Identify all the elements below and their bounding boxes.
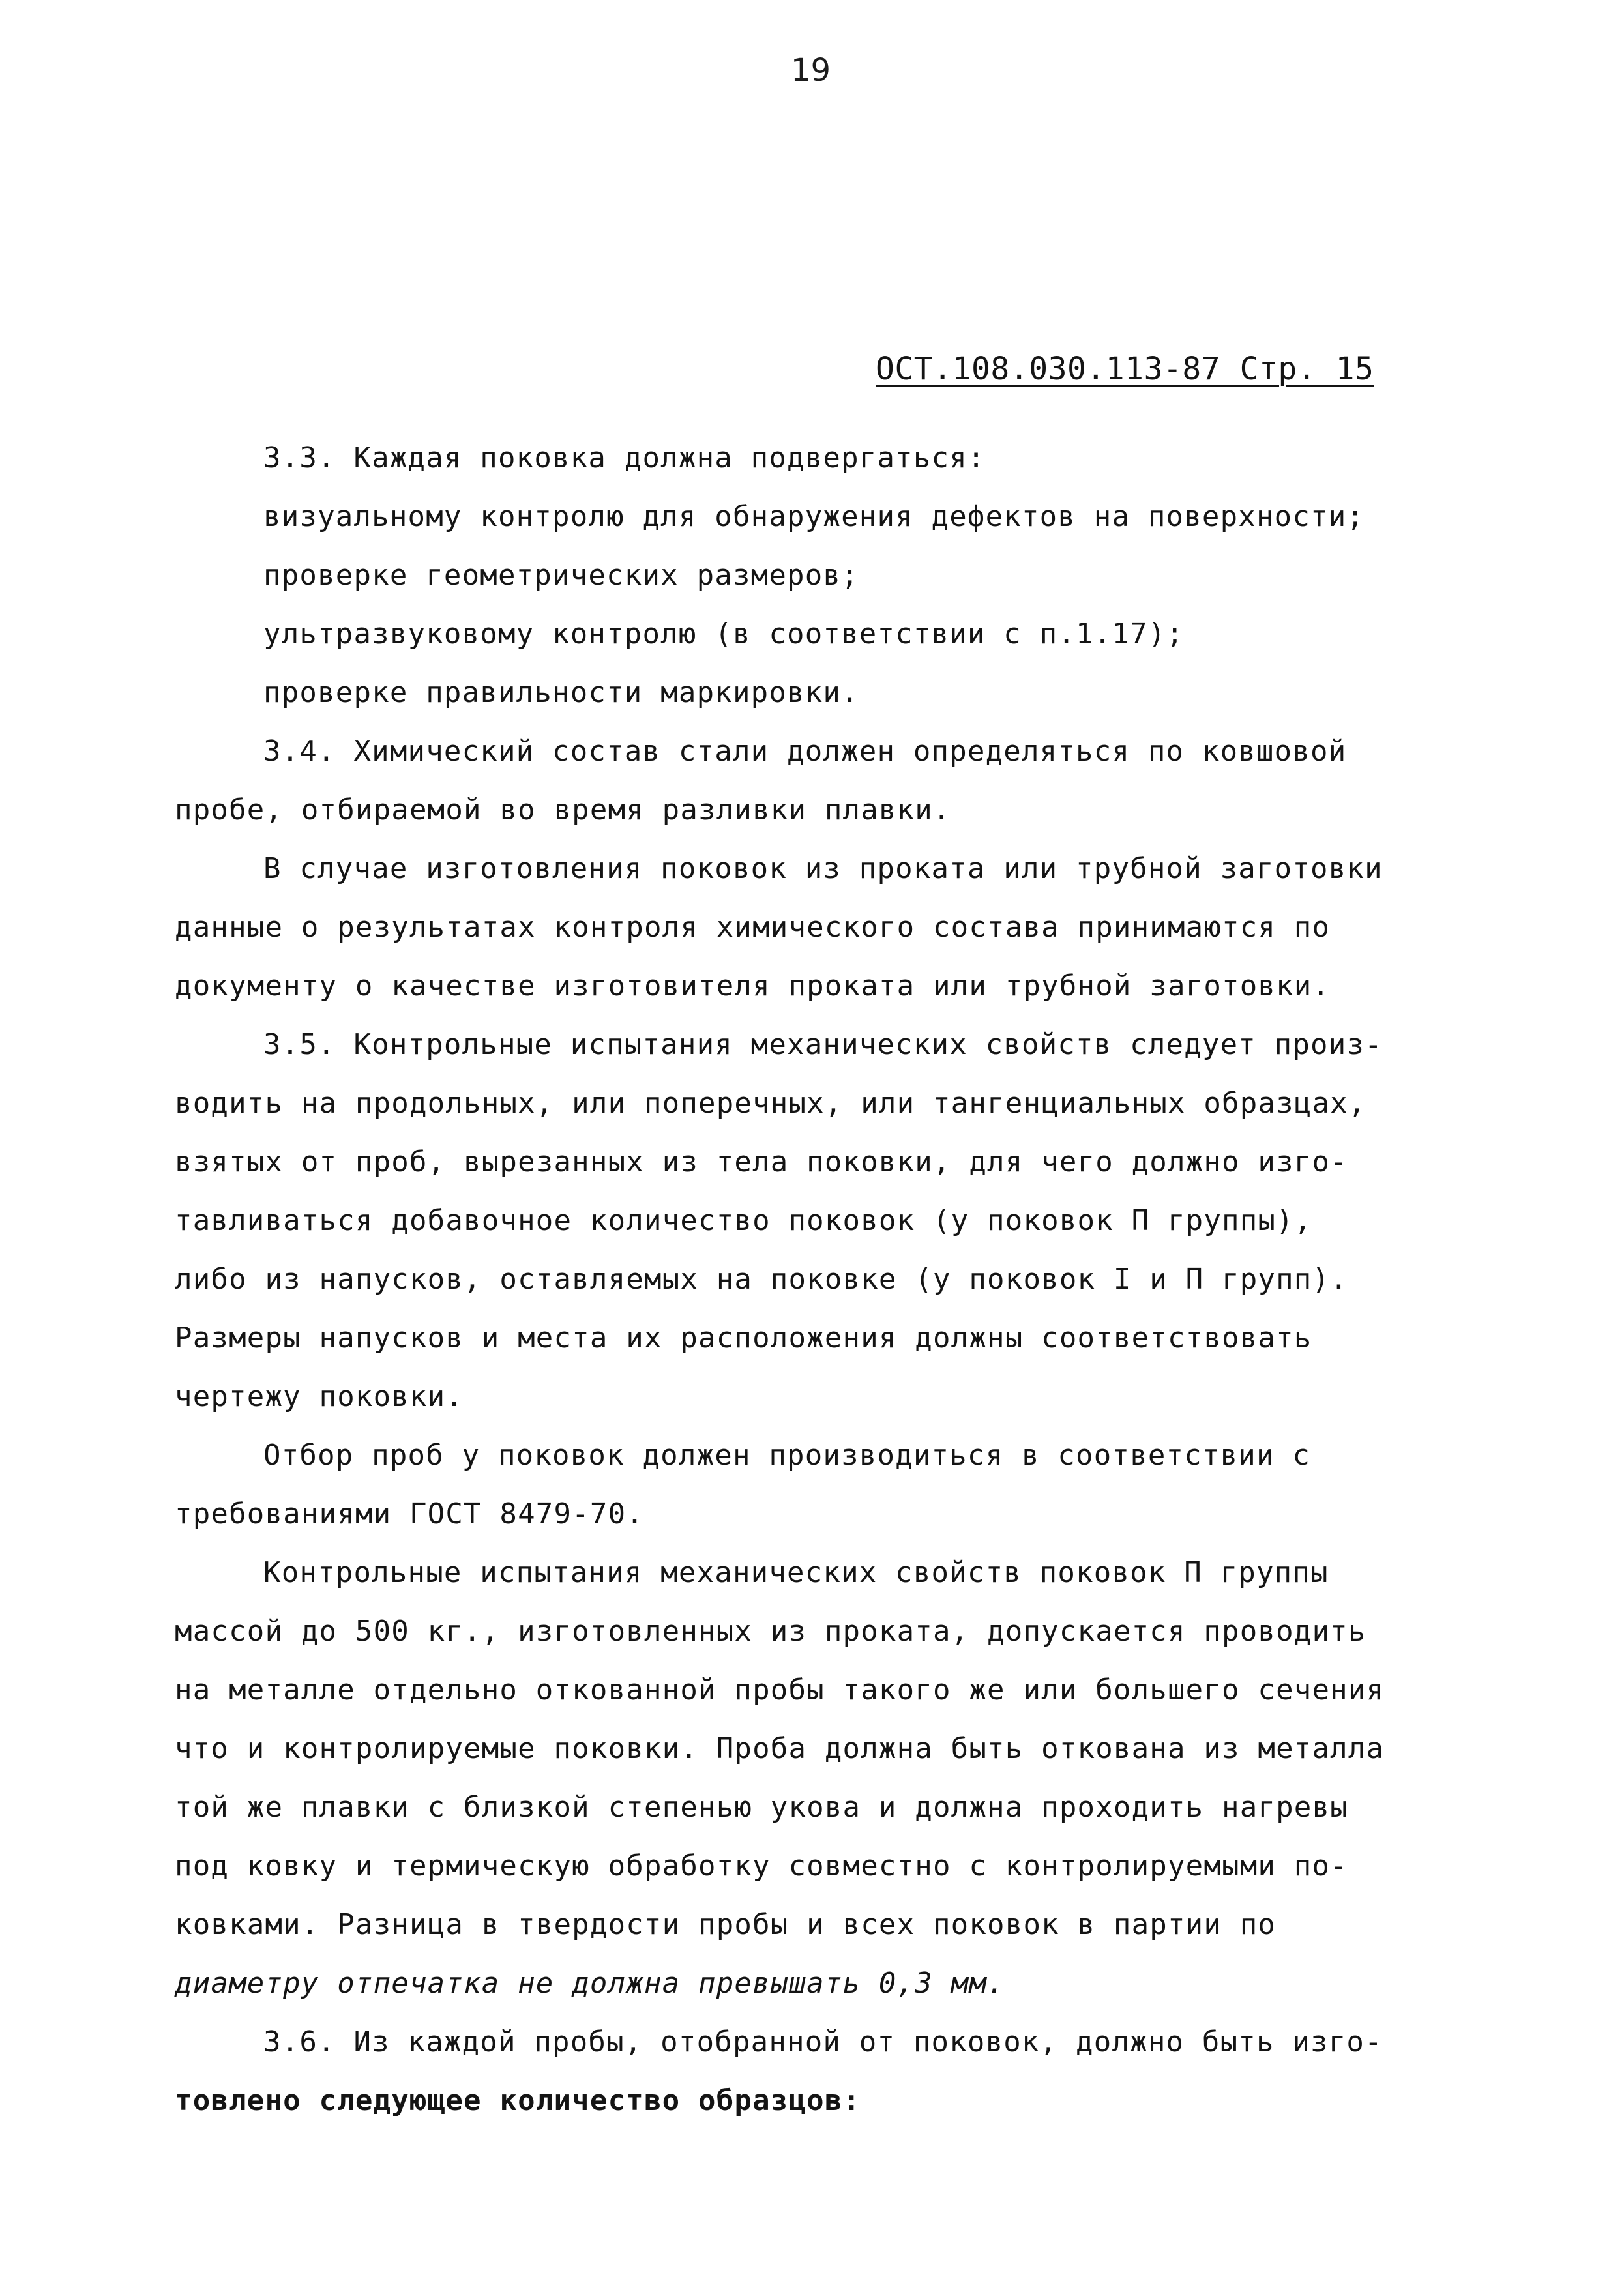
text-line: проверке геометрических размеров;	[263, 559, 859, 592]
text-line: 3.5. Контрольные испытания механических свойств следует произ-	[263, 1028, 1383, 1061]
text-line: Размеры напусков и места их расположения должны соответствовать	[175, 1321, 1312, 1355]
page-number: 19	[791, 52, 831, 89]
text-line: тавливаться добавочное количество поковок (у поковок П группы),	[175, 1204, 1312, 1237]
text-line: диаметру отпечатка не должна превышать 0,3 мм.	[175, 1967, 1005, 2000]
text-line: взятых от проб, вырезанных из тела поковки, для чего должно изго-	[175, 1145, 1348, 1179]
text-line: требованиями ГОСТ 8479-70.	[175, 1497, 644, 1531]
text-line: пробе, отбираемой во время разливки плавки.	[175, 793, 951, 827]
text-line: данные о результатах контроля химического состава принимаются по	[175, 911, 1331, 944]
text-line: ковками. Разница в твердости пробы и всех поковок в партии по	[175, 1908, 1277, 1941]
text-line: документу о качестве изготовителя проката или трубной заготовки.	[175, 969, 1331, 1003]
text-line: 3.6. Из каждой пробы, отобранной от поковок, должно быть изго-	[263, 2025, 1383, 2059]
document-header: ОСТ.108.030.113-87 Стр. 15	[876, 351, 1374, 387]
text-line: ультразвуковому контролю (в соответствии с п.1.17);	[263, 617, 1185, 651]
text-line: визуальному контролю для обнаружения дефектов на поверхности;	[263, 500, 1365, 533]
text-line: 3.4. Химический состав стали должен определяться по ковшовой	[263, 735, 1347, 768]
text-line: что и контролируемые поковки. Проба должна быть откована из металла	[175, 1732, 1385, 1765]
text-line: 3.3. Каждая поковка должна подвергаться:	[263, 441, 986, 475]
text-line: чертежу поковки.	[175, 1380, 464, 1413]
text-line: массой до 500 кг., изготовленных из проката, допускается проводить	[175, 1615, 1366, 1648]
text-line: В случае изготовления поковок из проката или трубной заготовки	[263, 852, 1383, 885]
text-line: на металле отдельно откованной пробы такого же или большего сечения	[175, 1673, 1385, 1707]
text-line: Отбор проб у поковок должен производиться в соответствии с	[263, 1439, 1311, 1472]
text-line: проверке правильности маркировки.	[263, 676, 859, 709]
text-line: товлено следующее количество образцов:	[175, 2084, 861, 2117]
text-line: под ковку и термическую обработку совместно с контролируемыми по-	[175, 1849, 1348, 1883]
text-line: Контрольные испытания механических свойств поковок П группы	[263, 1556, 1329, 1589]
text-line: той же плавки с близкой степенью укова и должна проходить нагревы	[175, 1791, 1348, 1824]
text-line: либо из напусков, оставляемых на поковке (у поковок I и П групп).	[175, 1263, 1348, 1296]
text-line: водить на продольных, или поперечных, или тангенциальных образцах,	[175, 1087, 1366, 1120]
